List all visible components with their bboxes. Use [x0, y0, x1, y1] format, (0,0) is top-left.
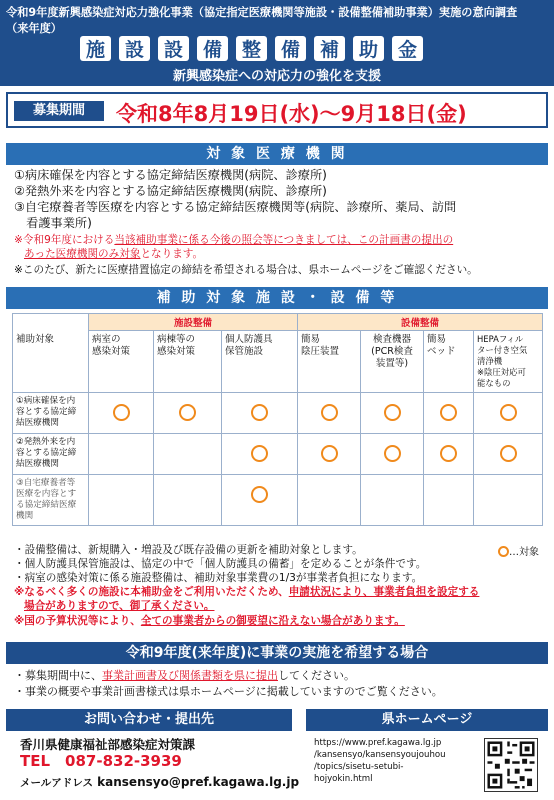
- institution-note1-cont: [24, 247, 203, 261]
- note4-b: 申請状況により、事業者負担を設定する: [288, 586, 480, 598]
- url-line: hojyokin.html: [314, 774, 373, 784]
- table-cell: [222, 434, 298, 475]
- target-circle-icon: [251, 486, 268, 503]
- table-cell: [298, 475, 361, 526]
- title-char: 金: [392, 36, 423, 61]
- url-line: /topics/sisetu-setubi-: [314, 762, 404, 772]
- target-circle-icon: [113, 404, 130, 421]
- qr-code-icon[interactable]: [484, 738, 538, 792]
- circle-legend-icon: [498, 546, 509, 557]
- table-cell: [474, 475, 543, 526]
- url-line: /kansensyo/kansensyoujouhou: [314, 750, 446, 760]
- url-line: https://www.pref.kagawa.lg.jp: [314, 738, 442, 748]
- title-char: 整: [236, 36, 267, 61]
- header-line2: （来年度）: [6, 22, 62, 35]
- legend: [498, 545, 539, 560]
- note1-part-a: ※令和9年度における: [14, 234, 115, 246]
- table-cell: [361, 393, 424, 434]
- target-circle-icon: [251, 445, 268, 462]
- note-line: ・病室の感染対策に係る施設整備は、補助対象事業費の1/3が事業者負担になります。: [14, 572, 423, 584]
- column-header: 簡易 陰圧装置: [298, 331, 361, 393]
- target-circle-icon: [321, 445, 338, 462]
- period-value: 令和8年8月19日(水)～9月18日(金): [116, 102, 467, 126]
- institution-item: ③自宅療養者等医療を内容とする協定締結医療機関等(病院、診療所、薬局、訪問: [14, 200, 457, 214]
- hope-line1-c: してください。: [278, 669, 355, 682]
- table-corner: [13, 314, 89, 331]
- note4-a: ※なるべく多くの施設に本補助金をご利用いただくため、: [14, 586, 289, 598]
- title-char: 備: [197, 36, 228, 61]
- note-line: ・設備整備は、新規購入・増設及び既存設備の更新を補助対象とします。: [14, 544, 363, 556]
- note-budget: [14, 614, 405, 628]
- table-cell: [424, 393, 474, 434]
- main-title: [80, 36, 423, 61]
- target-circle-icon: [384, 445, 401, 462]
- column-header: 個人防護具 保管施設: [222, 331, 298, 393]
- homepage-url[interactable]: [314, 737, 446, 785]
- table-cell: [298, 393, 361, 434]
- title-char: 施: [80, 36, 111, 61]
- facilities-table-wrap: [12, 313, 542, 526]
- institution-item: ②発熱外来を内容とする協定締結医療機関(病院、診療所): [14, 184, 327, 198]
- homepage-heading: 県ホームページ: [306, 709, 548, 731]
- row-label: ②発熱外来を内 容とする協定締 結医療機関: [13, 434, 89, 475]
- note5-b: 全ての事業者からの御要望に沿えない場合があります。: [140, 615, 405, 627]
- table-row: [13, 475, 543, 526]
- table-cell: [222, 475, 298, 526]
- table-cell: [154, 475, 222, 526]
- column-header: 検査機器 (PCR検査 装置等): [361, 331, 424, 393]
- column-header: 病室の 感染対策: [89, 331, 154, 393]
- target-circle-icon: [179, 404, 196, 421]
- note1-part-d: となります。: [140, 248, 204, 260]
- table-cell: [361, 475, 424, 526]
- hope-line1-a: ・募集期間中に、: [14, 669, 102, 682]
- column-header: 簡易 ベッド: [424, 331, 474, 393]
- note-line: ・個人防護具保管施設は、協定の中で「個人防護具の備蓄」を定めることが条件です。: [14, 558, 427, 570]
- contact-dept: 香川県健康福祉部感染症対策課: [20, 737, 196, 752]
- note-warning-cont: [24, 599, 214, 613]
- institution-note2: ※このたび、新たに医療措置協定の締結を希望される場合は、県ホームページをご確認ください。: [14, 264, 478, 276]
- institution-note1: [14, 233, 453, 247]
- institution-item: ①病床確保を内容とする協定締結医療機関(病院、診療所): [14, 168, 327, 182]
- recruitment-period: [6, 92, 548, 128]
- mail-address[interactable]: kansensyo@pref.kagawa.lg.jp: [97, 775, 300, 789]
- target-circle-icon: [251, 404, 268, 421]
- target-circle-icon: [440, 445, 457, 462]
- institutions-heading: 対 象 医 療 機 関: [6, 143, 548, 165]
- table-body: [13, 393, 543, 526]
- note-warning: [14, 585, 479, 599]
- hope-line1-b: 事業計画書及び関係書類を県に提出: [102, 669, 278, 682]
- target-circle-icon: [500, 404, 517, 421]
- title-char: 備: [275, 36, 306, 61]
- facilities-table: [12, 313, 543, 526]
- target-circle-icon: [440, 404, 457, 421]
- contact-tel[interactable]: TEL 087-832-3939: [20, 752, 182, 770]
- target-circle-icon: [384, 404, 401, 421]
- header-subtitle: 新興感染症への対応力の強化を支援: [172, 69, 381, 84]
- title-char: 補: [314, 36, 345, 61]
- column-header: HEPAフィル ター付き空気 清浄機 ※陰圧対応可 能なもの: [474, 331, 543, 393]
- table-cell: [474, 393, 543, 434]
- table-cell: [474, 434, 543, 475]
- table-cell: [222, 393, 298, 434]
- title-char: 設: [158, 36, 189, 61]
- row-label: ①病床確保を内 容とする協定締 結医療機関: [13, 393, 89, 434]
- table-cell: [361, 434, 424, 475]
- table-cell: [89, 393, 154, 434]
- header: [0, 0, 554, 86]
- hope-line2: ・事業の概要や事業計画書様式は県ホームページに掲載していますのでご覧ください。: [14, 685, 443, 698]
- table-cell: [89, 475, 154, 526]
- table-row: [13, 434, 543, 475]
- note4-c: 場合がありますので、御了承ください。: [24, 600, 215, 612]
- contact-mail-row: [20, 775, 299, 791]
- table-cell: [424, 434, 474, 475]
- table-cell: [154, 434, 222, 475]
- category-facility: 施設整備: [89, 314, 298, 331]
- header-line1: 令和9年度新興感染症対応力強化事業（協定指定医療機関等施設・設備整備補助事業）実施の意向調査: [6, 6, 518, 19]
- hope-line1: [14, 669, 355, 683]
- target-circle-icon: [500, 445, 517, 462]
- mail-label: メールアドレス: [20, 777, 93, 789]
- row-header: 補助対象: [13, 331, 89, 393]
- table-cell: [424, 475, 474, 526]
- table-cell: [154, 393, 222, 434]
- note1-part-b: 当該補助事業に係る今後の照会等につきましては、この計画書の提出の: [114, 234, 454, 246]
- hope-heading: 令和9年度(来年度)に事業の実施を希望する場合: [6, 642, 548, 664]
- target-circle-icon: [321, 404, 338, 421]
- table-row: [13, 393, 543, 434]
- institution-item: 看護事業所): [14, 216, 92, 230]
- table-cell: [89, 434, 154, 475]
- note5-a: ※国の予算状況等により、: [14, 615, 141, 627]
- facilities-heading: 補 助 対 象 施 設 ・ 設 備 等: [6, 287, 548, 309]
- period-label: 募集期間: [14, 101, 104, 121]
- table-cell: [298, 434, 361, 475]
- column-header: 病棟等の 感染対策: [154, 331, 222, 393]
- title-char: 設: [119, 36, 150, 61]
- row-label: ③自宅療養者等 医療を内容とす る協定締結医療 機関: [13, 475, 89, 526]
- legend-label: …対象: [509, 547, 539, 558]
- title-char: 助: [353, 36, 384, 61]
- category-equipment: 設備整備: [298, 314, 543, 331]
- contact-heading: お問い合わせ・提出先: [6, 709, 292, 731]
- note1-part-c: あった医療機関のみ対象: [24, 248, 141, 260]
